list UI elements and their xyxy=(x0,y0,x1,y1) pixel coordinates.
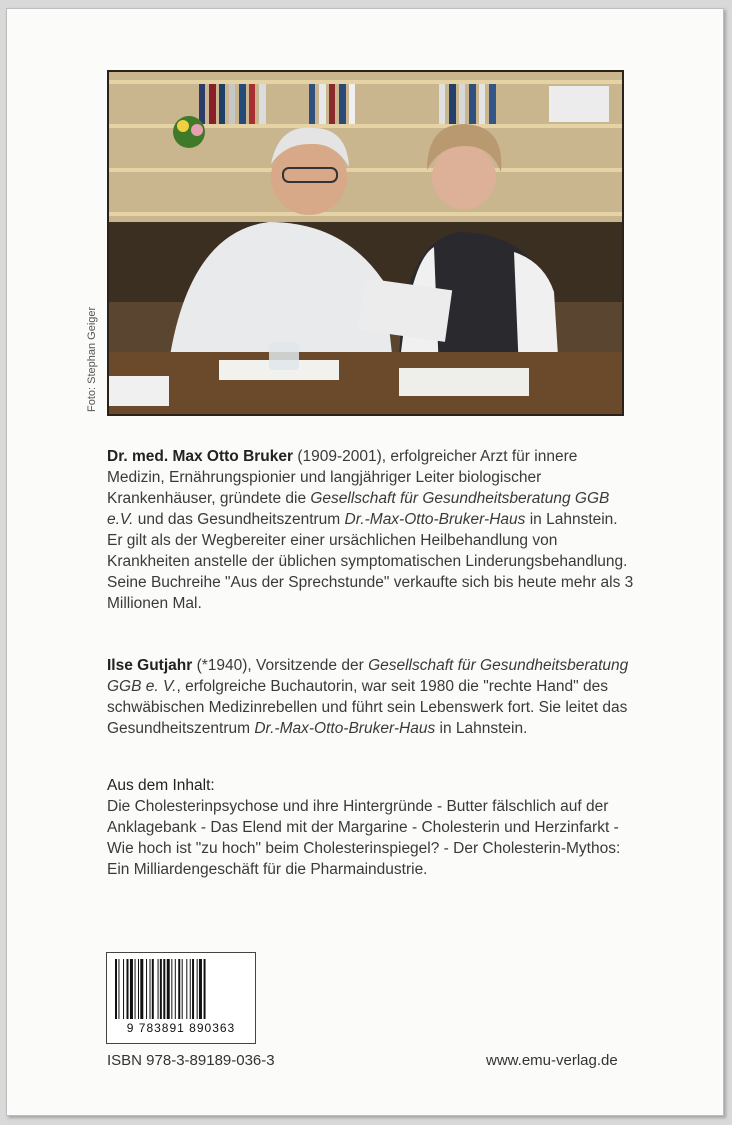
bio-text: und das Gesundheitszentrum xyxy=(133,511,345,528)
barcode-bar xyxy=(146,959,147,1019)
barcode-bar xyxy=(150,959,151,1019)
barcode-digits: 9 783891 890363 xyxy=(126,1021,236,1035)
barcode-bar xyxy=(158,959,159,1019)
bio-text: (1909-2001), erfolgreicher Arzt für innere Medizin, Ernährungspionier und langjähriger Leiter biologischer Krankenhäuser, gründete die xyxy=(107,448,578,507)
barcode-bar xyxy=(192,959,194,1019)
barcode-bar xyxy=(118,959,119,1019)
barcode-bar xyxy=(182,959,183,1019)
barcode xyxy=(106,952,256,1044)
barcode-bar xyxy=(127,959,129,1019)
photo-credit: Foto: Stephan Geiger xyxy=(86,306,98,412)
bio-text: (*1940), Vorsitzende der xyxy=(192,657,369,674)
bio-italic: Gesellschaft für Gesundheitsberatung GGB e.V. xyxy=(107,490,610,528)
barcode-bar xyxy=(152,959,154,1019)
barcode-bar xyxy=(140,959,143,1019)
barcode-bar xyxy=(197,959,198,1019)
barcode-bar xyxy=(130,959,133,1019)
author-bio-gutjahr xyxy=(107,655,637,739)
barcode-bar xyxy=(167,959,170,1019)
contents-body: Die Cholesterinpsychose und ihre Hintergründe - Butter fälschlich auf der Anklagebank - Das Elend mit der Margarine - Cholesterin und Herzinfarkt - Wie hoch ist "zu hoch" beim Cholesterinspiegel? - Der Cholesterin-Mythos: Ein Milliardengeschäft für die Pharmaindustrie. xyxy=(107,798,621,878)
author-photo xyxy=(107,70,624,416)
bio-text: in Lahnstein. xyxy=(435,720,528,737)
bio-italic: Dr.-Max-Otto-Bruker-Haus xyxy=(344,511,526,528)
barcode-bar xyxy=(163,959,165,1019)
barcode-bars xyxy=(113,959,251,1019)
author-name-gutjahr: Ilse Gutjahr xyxy=(107,657,193,674)
barcode-bar xyxy=(135,959,136,1019)
barcode-bar xyxy=(178,959,180,1019)
barcode-bar xyxy=(186,959,187,1019)
barcode-bar xyxy=(171,959,172,1019)
barcode-bar xyxy=(160,959,162,1019)
bio-text: in Lahnstein. Er gilt als der Wegbereiter einer ursächlichen Heilbehandlung von Krankheiten anstelle der üblichen symptomatischen Linderungsbehandlung. Seine Buchreihe "Aus der Sprechstunde" verkaufte sich bis heute mehr als 3 Millionen Mal. xyxy=(107,511,634,612)
barcode-bar xyxy=(190,959,191,1019)
bio-italic: Dr.-Max-Otto-Bruker-Haus xyxy=(254,720,436,737)
barcode-bar xyxy=(115,959,117,1019)
author-name-bruker: Dr. med. Max Otto Bruker xyxy=(107,448,294,465)
publisher-website[interactable]: www.emu-verlag.de xyxy=(486,1052,618,1069)
author-bio-bruker xyxy=(107,446,637,614)
bio-text: , erfolgreiche Buchautorin, war seit 1980 die "rechte Hand" des schwäbischen Medizinrebellen und führt sein Lebenswerk fort. Sie leitet das Gesundheitszentrum xyxy=(107,678,628,737)
barcode-bar xyxy=(204,959,206,1019)
contents-heading: Aus dem Inhalt: xyxy=(107,777,215,794)
isbn-number: ISBN 978-3-89189-036-3 xyxy=(107,1052,275,1069)
barcode-bar xyxy=(199,959,202,1019)
bio-italic: Gesellschaft für Gesundheitsberatung GGB e. V. xyxy=(107,657,629,695)
barcode-bar xyxy=(138,959,139,1019)
barcode-bar xyxy=(123,959,124,1019)
barcode-bar xyxy=(175,959,176,1019)
